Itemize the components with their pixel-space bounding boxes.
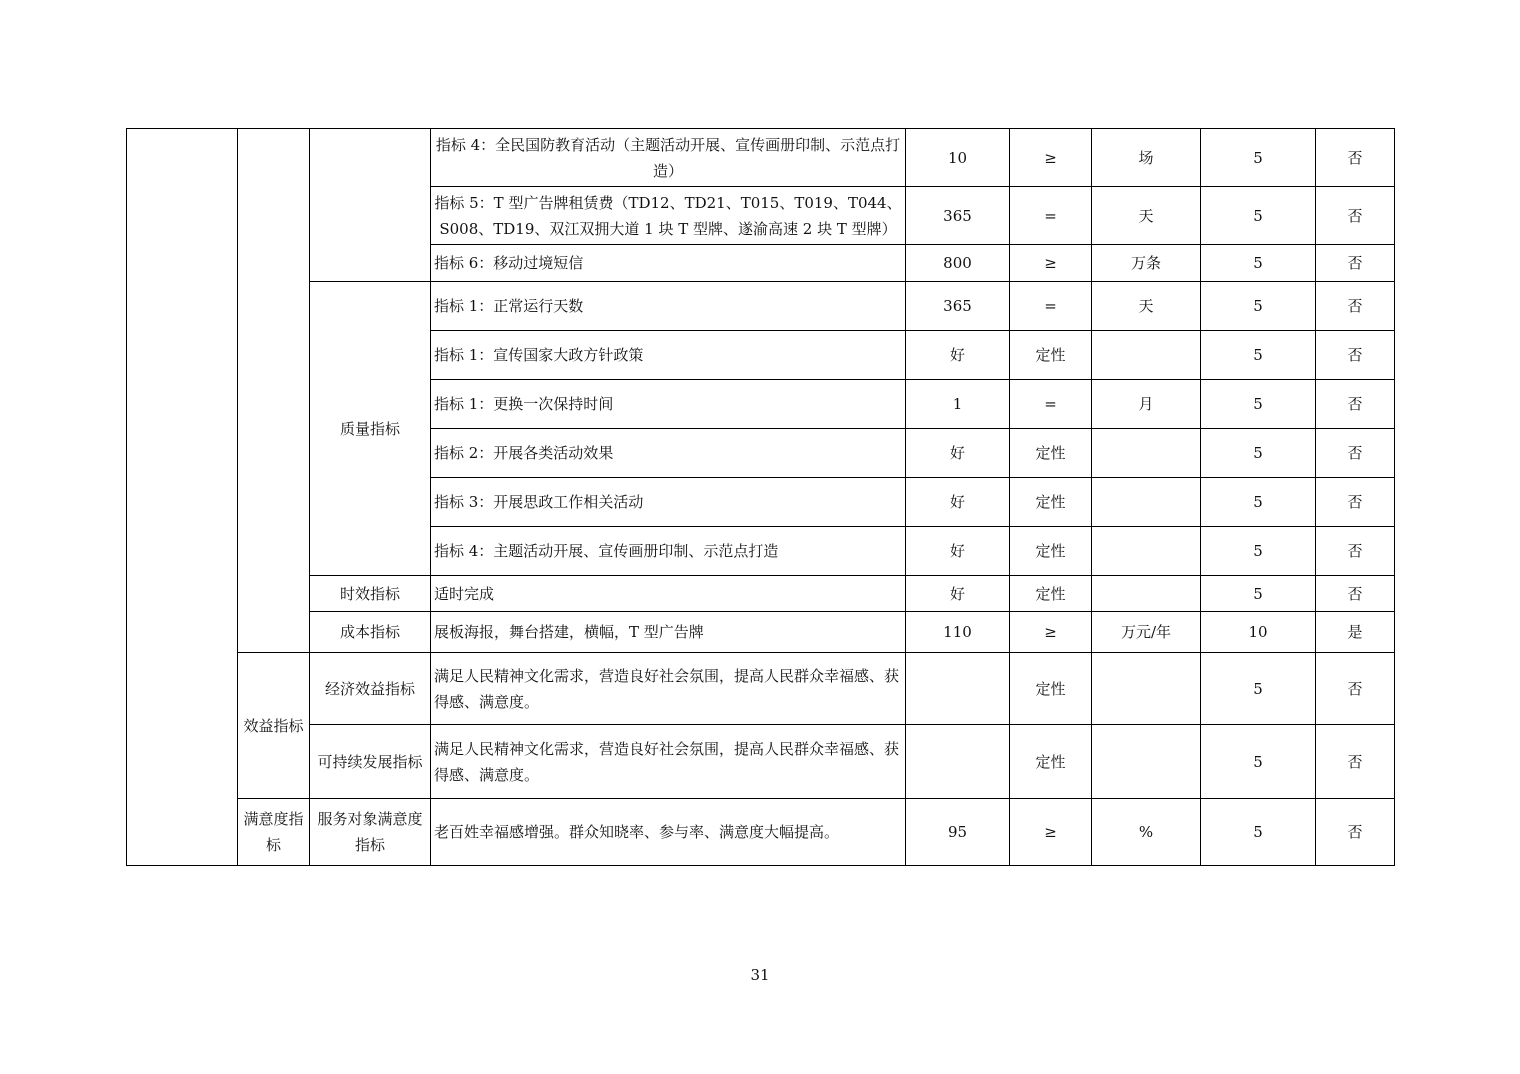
indicator-weight: 5: [1201, 245, 1316, 282]
indicator-desc: 满足人民精神文化需求，营造良好社会氛围，提高人民群众幸福感、获得感、满意度。: [431, 725, 906, 799]
indicator-value: 10: [906, 129, 1010, 187]
indicator-operator: 定性: [1010, 478, 1092, 527]
indicator-unit: [1092, 576, 1201, 612]
indicator-operator: =: [1010, 282, 1092, 331]
indicator-unit: [1092, 429, 1201, 478]
indicator-value: 好: [906, 478, 1010, 527]
table-row: [127, 653, 1395, 725]
indicator-unit: [1092, 331, 1201, 380]
table-row: [127, 612, 1395, 653]
indicator-core: 否: [1316, 187, 1395, 245]
indicator-core: 否: [1316, 653, 1395, 725]
indicator-desc: 指标 5：T 型广告牌租赁费（TD12、TD21、T015、T019、T044、S008、TD19、双江双拥大道 1 块 T 型牌、遂渝高速 2 块 T 型牌）: [431, 187, 906, 245]
indicator-core: 否: [1316, 799, 1395, 866]
indicator-weight: 10: [1201, 612, 1316, 653]
indicator-operator: ≥: [1010, 799, 1092, 866]
benefit-indicator-label: 效益指标: [238, 653, 310, 799]
indicator-value: [906, 653, 1010, 725]
indicator-operator: 定性: [1010, 331, 1092, 380]
indicator-weight: 5: [1201, 725, 1316, 799]
indicator-weight: 5: [1201, 187, 1316, 245]
indicator-weight: 5: [1201, 429, 1316, 478]
timeliness-indicator-label: 时效指标: [310, 576, 431, 612]
indicator-value: 110: [906, 612, 1010, 653]
table-row: [127, 576, 1395, 612]
indicator-unit: [1092, 527, 1201, 576]
indicator-weight: 5: [1201, 527, 1316, 576]
indicator-operator: =: [1010, 187, 1092, 245]
indicator-core: 否: [1316, 245, 1395, 282]
indicator-desc: 展板海报，舞台搭建，横幅，T 型广告牌: [431, 612, 906, 653]
indicator-core: 否: [1316, 429, 1395, 478]
indicator-value: 365: [906, 187, 1010, 245]
indicator-core: 否: [1316, 527, 1395, 576]
table-row: [127, 799, 1395, 866]
indicator-weight: 5: [1201, 799, 1316, 866]
indicator-core: 否: [1316, 576, 1395, 612]
indicator-value: 365: [906, 282, 1010, 331]
cost-indicator-label: 成本指标: [310, 612, 431, 653]
sustainable-indicator-label: 可持续发展指标: [310, 725, 431, 799]
indicator-value: 95: [906, 799, 1010, 866]
indicator-value: 好: [906, 527, 1010, 576]
indicator-desc: 老百姓幸福感增强。群众知晓率、参与率、满意度大幅提高。: [431, 799, 906, 866]
indicator-weight: 5: [1201, 478, 1316, 527]
performance-indicator-table: [126, 128, 1395, 866]
indicator-weight: 5: [1201, 653, 1316, 725]
indicator-desc: 适时完成: [431, 576, 906, 612]
indicator-value: [906, 725, 1010, 799]
indicator-core: 否: [1316, 331, 1395, 380]
indicator-desc: 指标 3：开展思政工作相关活动: [431, 478, 906, 527]
indicator-desc: 满足人民精神文化需求，营造良好社会氛围，提高人民群众幸福感、获得感、满意度。: [431, 653, 906, 725]
indicator-core: 是: [1316, 612, 1395, 653]
indicator-unit: 万元/年: [1092, 612, 1201, 653]
indicator-operator: 定性: [1010, 576, 1092, 612]
indicator-core: 否: [1316, 478, 1395, 527]
project-cell: [127, 129, 238, 866]
indicator-unit: [1092, 653, 1201, 725]
indicator-desc: 指标 1：更换一次保持时间: [431, 380, 906, 429]
indicator-unit: 天: [1092, 187, 1201, 245]
indicator-unit: %: [1092, 799, 1201, 866]
quantity-indicator-cell: [310, 129, 431, 282]
indicator-core: 否: [1316, 380, 1395, 429]
quality-indicator-label: 质量指标: [310, 282, 431, 576]
indicator-core: 否: [1316, 129, 1395, 187]
indicator-unit: 万条: [1092, 245, 1201, 282]
indicator-operator: ≥: [1010, 129, 1092, 187]
indicator-unit: 月: [1092, 380, 1201, 429]
indicator-unit: 场: [1092, 129, 1201, 187]
indicator-value: 800: [906, 245, 1010, 282]
indicator-core: 否: [1316, 725, 1395, 799]
indicator-operator: =: [1010, 380, 1092, 429]
indicator-desc: 指标 6：移动过境短信: [431, 245, 906, 282]
table-row: [127, 282, 1395, 331]
indicator-value: 好: [906, 429, 1010, 478]
indicator-unit: [1092, 725, 1201, 799]
indicator-unit: 天: [1092, 282, 1201, 331]
service-satisfaction-label: 服务对象满意度指标: [310, 799, 431, 866]
indicator-core: 否: [1316, 282, 1395, 331]
indicator-weight: 5: [1201, 576, 1316, 612]
indicator-weight: 5: [1201, 331, 1316, 380]
indicator-desc: 指标 4：全民国防教育活动（主题活动开展、宣传画册印制、示范点打造）: [431, 129, 906, 187]
economic-benefit-label: 经济效益指标: [310, 653, 431, 725]
indicator-desc: 指标 1：正常运行天数: [431, 282, 906, 331]
indicator-desc: 指标 2：开展各类活动效果: [431, 429, 906, 478]
indicator-operator: 定性: [1010, 429, 1092, 478]
indicator-unit: [1092, 478, 1201, 527]
indicator-desc: 指标 1：宣传国家大政方针政策: [431, 331, 906, 380]
indicator-value: 好: [906, 331, 1010, 380]
indicator-operator: 定性: [1010, 725, 1092, 799]
indicator-weight: 5: [1201, 380, 1316, 429]
indicator-weight: 5: [1201, 282, 1316, 331]
table-row: [127, 725, 1395, 799]
indicator-desc: 指标 4：主题活动开展、宣传画册印制、示范点打造: [431, 527, 906, 576]
indicator-weight: 5: [1201, 129, 1316, 187]
page-number: 31: [750, 966, 770, 984]
output-indicator-cell: [238, 129, 310, 653]
satisfaction-indicator-label: 满意度指标: [238, 799, 310, 866]
indicator-operator: ≥: [1010, 245, 1092, 282]
indicator-value: 好: [906, 576, 1010, 612]
indicator-operator: 定性: [1010, 527, 1092, 576]
table-row: [127, 129, 1395, 187]
indicator-operator: ≥: [1010, 612, 1092, 653]
indicator-operator: 定性: [1010, 653, 1092, 725]
indicator-value: 1: [906, 380, 1010, 429]
